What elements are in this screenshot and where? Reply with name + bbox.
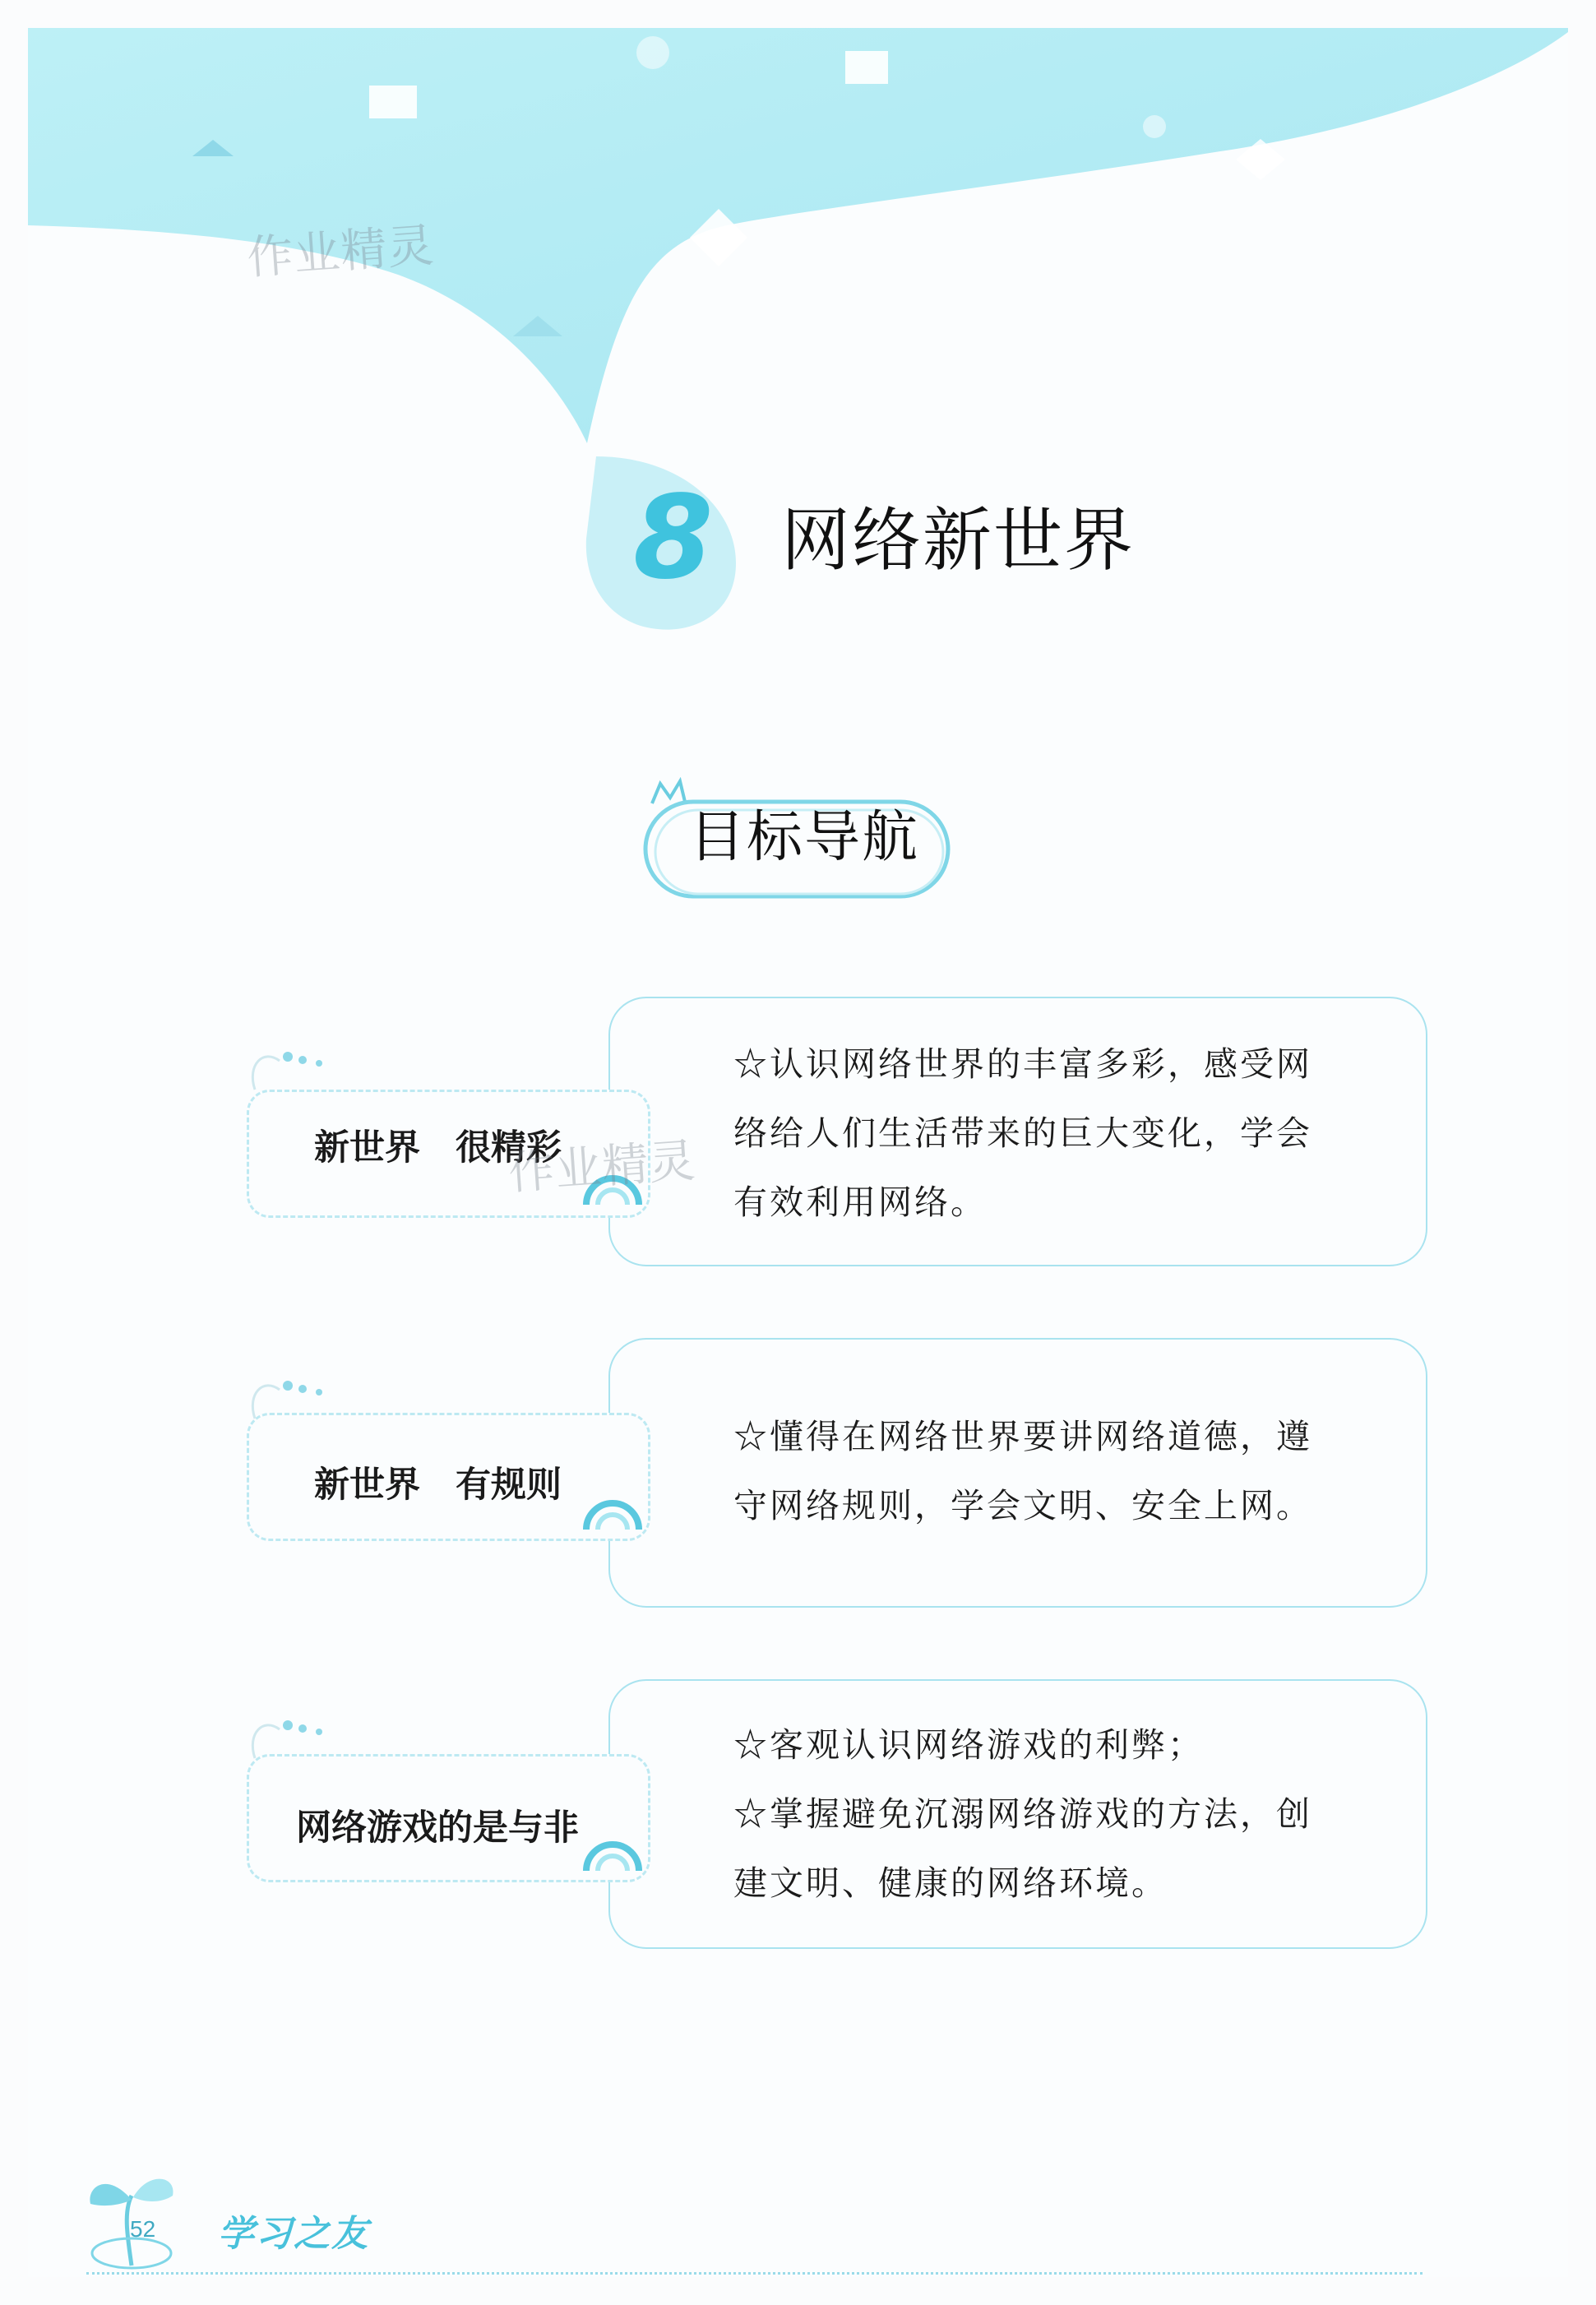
sprout-icon bbox=[238, 1032, 345, 1098]
footer-divider bbox=[86, 2272, 1423, 2275]
rainbow-icon bbox=[580, 1813, 645, 1879]
chapter-header bbox=[576, 448, 1151, 637]
goal-line: ☆客观认识网络游戏的利弊； bbox=[733, 1725, 1204, 1765]
goal-line: ☆认识网络世界的丰富多彩，感受网 bbox=[733, 1044, 1312, 1084]
goal-line: 络给人们生活带来的巨大变化，学会 bbox=[733, 1113, 1312, 1153]
nav-title: 目标导航 bbox=[689, 805, 920, 870]
goal-line: 有效利用网络。 bbox=[733, 1183, 987, 1222]
goal-label-3: 网络游戏的是与非 bbox=[296, 1808, 579, 1848]
goal-text-3 bbox=[733, 1710, 1375, 1918]
goal-text-1 bbox=[733, 1030, 1375, 1237]
watermark: 作业精灵 bbox=[507, 1134, 698, 1201]
page-number: 52 bbox=[130, 2216, 156, 2242]
goal-label-2: 新世界 有规则 bbox=[314, 1465, 562, 1505]
sprout-icon bbox=[238, 1701, 345, 1766]
sprout-icon bbox=[238, 1361, 345, 1427]
rainbow-icon bbox=[580, 1472, 645, 1538]
goal-line: ☆懂得在网络世界要讲网络道德，遵 bbox=[733, 1417, 1312, 1456]
watermark: 作业精灵 bbox=[245, 219, 437, 285]
chapter-number: 8 bbox=[633, 471, 714, 605]
goal-line: 建文明、健康的网络环境。 bbox=[733, 1863, 1168, 1903]
goal-line: 守网络规则，学会文明、安全上网。 bbox=[733, 1486, 1312, 1525]
brand-logo: 学习之友 bbox=[218, 2213, 369, 2255]
chapter-title: 网络新世界 bbox=[781, 500, 1136, 581]
goal-label-1: 新世界 很精彩 bbox=[314, 1128, 562, 1168]
goal-text-2 bbox=[733, 1402, 1375, 1540]
goal-line: ☆掌握避免沉溺网络游戏的方法，创 bbox=[733, 1794, 1312, 1834]
